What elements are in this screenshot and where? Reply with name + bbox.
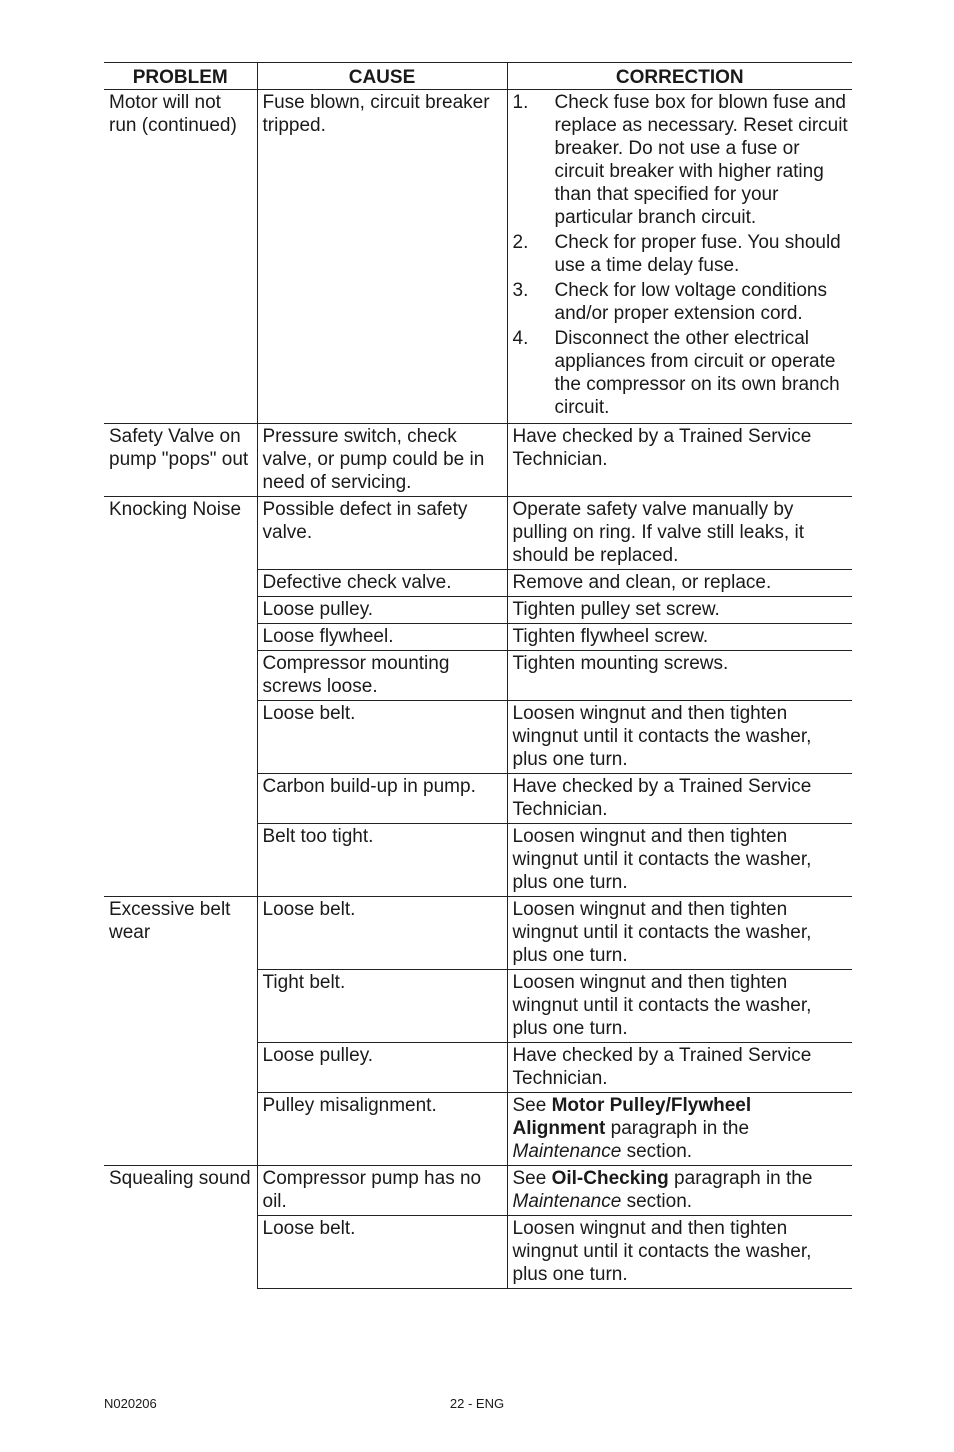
cause-cell: Pulley misalignment. bbox=[257, 1093, 507, 1166]
step-text: Check fuse box for blown fuse and replace as necessary. Reset circuit breaker. Do not use a fuse or circuit breaker with higher rating than that specified for your particular branch circuit. bbox=[554, 92, 848, 228]
correction-cell: Remove and clean, or replace. bbox=[507, 570, 852, 597]
correction-step bbox=[513, 231, 849, 277]
cause-cell: Compressor pump has no oil. bbox=[257, 1166, 507, 1216]
correction-cell bbox=[507, 1166, 852, 1216]
problem-cell: Motor will not run (continued) bbox=[104, 90, 257, 424]
corr-italic-text: Maintenance bbox=[512, 1191, 622, 1212]
table-row bbox=[104, 1166, 852, 1216]
table-row bbox=[104, 897, 852, 970]
correction-cell: Have checked by a Trained Service Technician. bbox=[507, 774, 852, 824]
cause-cell: Possible defect in safety valve. bbox=[257, 497, 507, 570]
corr-text: section. bbox=[621, 1141, 693, 1162]
step-number: 4. bbox=[512, 328, 529, 349]
cause-cell: Loose belt. bbox=[257, 897, 507, 970]
table-row bbox=[104, 497, 852, 570]
corr-bold-text: Oil-Checking bbox=[551, 1168, 669, 1189]
correction-cell: Have checked by a Trained Service Technician. bbox=[507, 424, 852, 497]
correction-cell: Operate safety valve manually by pulling on ring. If valve still leaks, it should be replaced. bbox=[507, 497, 852, 570]
problem-cell: Knocking Noise bbox=[104, 497, 257, 897]
cause-cell: Loose belt. bbox=[257, 1216, 507, 1289]
header-cause: CAUSE bbox=[257, 63, 507, 90]
step-text: Disconnect the other electrical appliances from circuit or operate the compressor on its own branch circuit. bbox=[554, 328, 840, 418]
page-number: 22 - ENG bbox=[449, 1396, 505, 1411]
correction-steps bbox=[513, 91, 849, 419]
header-problem: PROBLEM bbox=[104, 63, 257, 90]
correction-cell: Tighten flywheel screw. bbox=[507, 624, 852, 651]
correction-step bbox=[513, 327, 849, 419]
correction-cell: Loosen wingnut and then tighten wingnut until it contacts the washer, plus one turn. bbox=[507, 1216, 852, 1289]
step-number: 2. bbox=[512, 232, 529, 253]
correction-cell bbox=[507, 90, 852, 424]
problem-cell: Safety Valve on pump "pops" out bbox=[104, 424, 257, 497]
corr-text: section. bbox=[621, 1191, 693, 1212]
cause-cell: Defective check valve. bbox=[257, 570, 507, 597]
cause-cell: Carbon build-up in pump. bbox=[257, 774, 507, 824]
cause-cell: Loose belt. bbox=[257, 701, 507, 774]
cause-cell: Loose pulley. bbox=[257, 597, 507, 624]
corr-bold-text: Motor Pulley/Flywheel Alignment bbox=[512, 1095, 752, 1139]
cause-cell: Loose pulley. bbox=[257, 1043, 507, 1093]
cause-cell: Tight belt. bbox=[257, 970, 507, 1043]
cause-cell: Compressor mounting screws loose. bbox=[257, 651, 507, 701]
problem-cell: Squealing sound bbox=[104, 1166, 257, 1289]
correction-step bbox=[513, 279, 849, 325]
correction-cell bbox=[507, 1093, 852, 1166]
corr-text: paragraph in the bbox=[668, 1168, 813, 1189]
table-row bbox=[104, 90, 852, 424]
cause-cell: Fuse blown, circuit breaker tripped. bbox=[257, 90, 507, 424]
troubleshooting-table bbox=[104, 62, 852, 1289]
cause-cell: Loose flywheel. bbox=[257, 624, 507, 651]
correction-step bbox=[513, 91, 849, 229]
corr-text: See bbox=[512, 1095, 552, 1116]
step-number: 1. bbox=[512, 92, 529, 113]
corr-italic-text: Maintenance bbox=[512, 1141, 622, 1162]
cause-cell: Pressure switch, check valve, or pump could be in need of servicing. bbox=[257, 424, 507, 497]
problem-cell: Excessive belt wear bbox=[104, 897, 257, 1166]
table-row bbox=[104, 424, 852, 497]
step-number: 3. bbox=[512, 280, 529, 301]
correction-cell: Tighten mounting screws. bbox=[507, 651, 852, 701]
corr-text: See bbox=[512, 1168, 552, 1189]
correction-cell: Loosen wingnut and then tighten wingnut until it contacts the washer, plus one turn. bbox=[507, 701, 852, 774]
correction-cell: Tighten pulley set screw. bbox=[507, 597, 852, 624]
correction-cell: Have checked by a Trained Service Technician. bbox=[507, 1043, 852, 1093]
header-correction: CORRECTION bbox=[507, 63, 852, 90]
correction-cell: Loosen wingnut and then tighten wingnut until it contacts the washer, plus one turn. bbox=[507, 897, 852, 970]
cause-cell: Belt too tight. bbox=[257, 824, 507, 897]
step-text: Check for low voltage conditions and/or proper extension cord. bbox=[554, 280, 827, 324]
table-header-row bbox=[104, 63, 852, 90]
document-code: N020206 bbox=[104, 1396, 157, 1411]
correction-cell: Loosen wingnut and then tighten wingnut until it contacts the washer, plus one turn. bbox=[507, 824, 852, 897]
correction-cell: Loosen wingnut and then tighten wingnut until it contacts the washer, plus one turn. bbox=[507, 970, 852, 1043]
corr-text: paragraph in the bbox=[605, 1118, 750, 1139]
step-text: Check for proper fuse. You should use a time delay fuse. bbox=[554, 232, 841, 276]
